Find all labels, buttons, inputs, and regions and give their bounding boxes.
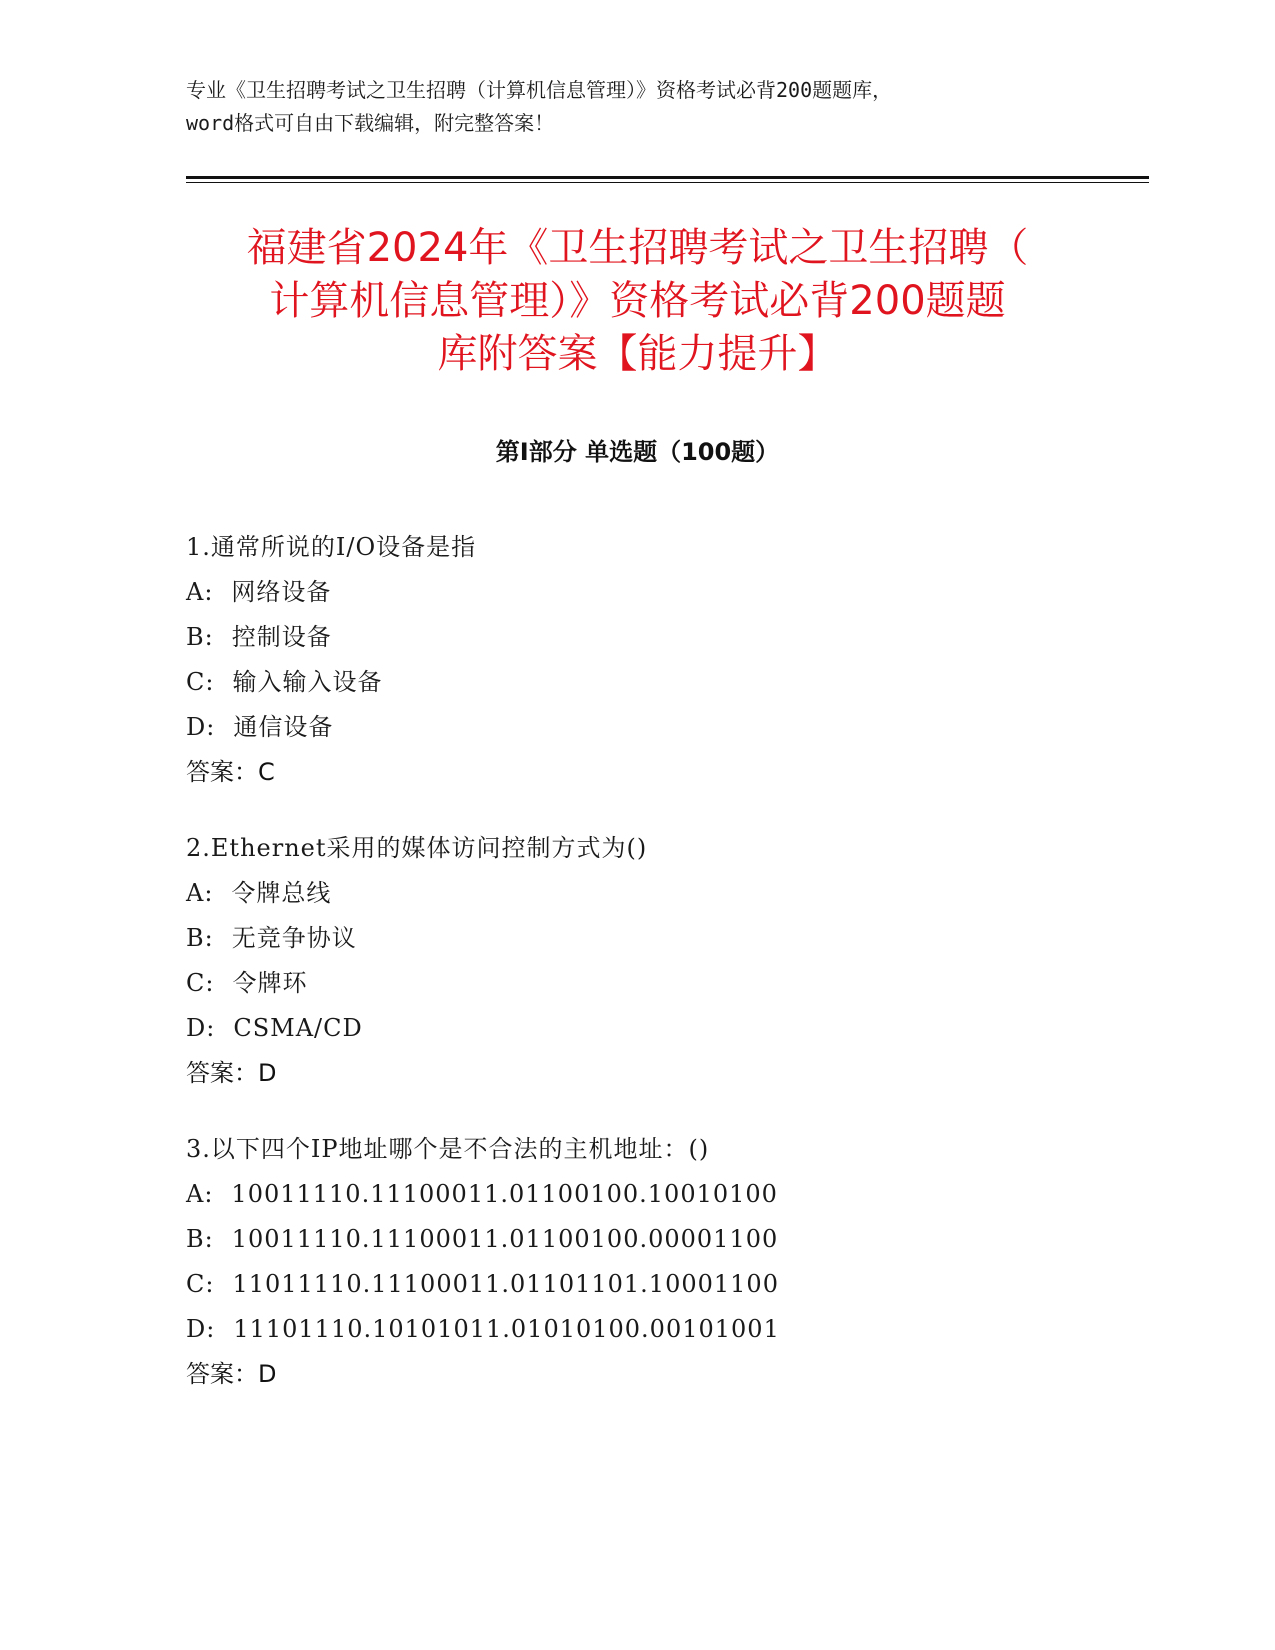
question-stem: 2.Ethernet采用的媒体访问控制方式为(): [186, 834, 648, 862]
option-c: [186, 660, 1106, 705]
option-text: 10011110.11100011.01100100.00001100: [231, 1225, 779, 1253]
header-divider-thin: [186, 182, 1149, 183]
document-title: [150, 222, 1125, 381]
question-3: [186, 1127, 1106, 1397]
question-list: [186, 525, 1106, 1428]
option-text: 令牌环: [232, 969, 308, 997]
document-title-line-1: 福建省2024年《卫生招聘考试之卫生招聘（: [246, 225, 1029, 271]
option-text: CSMA/CD: [233, 1014, 363, 1042]
option-text: 网络设备: [231, 578, 332, 606]
option-label: C:: [186, 969, 215, 997]
document-title-line-2: 计算机信息管理）》资格考试必背200题题: [269, 278, 1006, 324]
option-label: C:: [186, 1270, 215, 1298]
option-text: 通信设备: [233, 713, 334, 741]
option-label: A:: [186, 1180, 214, 1208]
answer: 答案：D: [186, 1360, 277, 1388]
option-label: C:: [186, 668, 215, 696]
option-a: [186, 871, 1106, 916]
option-label: D:: [186, 1315, 216, 1343]
option-b: [186, 615, 1106, 660]
option-c: [186, 961, 1106, 1006]
option-b: [186, 1217, 1106, 1262]
option-label: D:: [186, 713, 216, 741]
option-a: [186, 1172, 1106, 1217]
document-title-line-3: 库附答案【能力提升】: [437, 331, 838, 377]
option-text: 输入输入设备: [232, 668, 383, 696]
option-b: [186, 916, 1106, 961]
option-d: [186, 1006, 1106, 1051]
option-d: [186, 705, 1106, 750]
option-text: 11011110.11100011.01101101.10001100: [232, 1270, 779, 1298]
option-text: 10011110.11100011.01100100.10010100: [231, 1180, 778, 1208]
question-stem: 1.通常所说的I/O设备是指: [186, 533, 477, 561]
option-a: [186, 570, 1106, 615]
question-1: [186, 525, 1106, 795]
option-label: A:: [186, 879, 214, 907]
answer: 答案：D: [186, 1059, 277, 1087]
option-text: 控制设备: [231, 623, 332, 651]
option-label: B:: [186, 924, 214, 952]
option-label: B:: [186, 1225, 214, 1253]
option-label: B:: [186, 623, 214, 651]
option-label: D:: [186, 1014, 216, 1042]
header-divider-thick: [186, 176, 1149, 179]
header-note-line-1: 专业《卫生招聘考试之卫生招聘（计算机信息管理）》资格考试必背200题题库，: [186, 78, 893, 102]
answer: 答案：C: [186, 758, 275, 786]
option-text: 令牌总线: [231, 879, 332, 907]
question-stem: 3.以下四个IP地址哪个是不合法的主机地址：(): [186, 1135, 710, 1163]
option-text: 无竞争协议: [231, 924, 357, 952]
header-note-line-2: word格式可自由下载编辑，附完整答案！: [186, 111, 555, 135]
option-label: A:: [186, 578, 214, 606]
question-2: [186, 826, 1106, 1096]
option-c: [186, 1262, 1106, 1307]
section-title: 第Ⅰ部分 单选题（100题）: [495, 438, 780, 466]
option-d: [186, 1307, 1106, 1352]
header-note: [186, 74, 1086, 140]
option-text: 11101110.10101011.01010100.00101001: [233, 1315, 780, 1343]
